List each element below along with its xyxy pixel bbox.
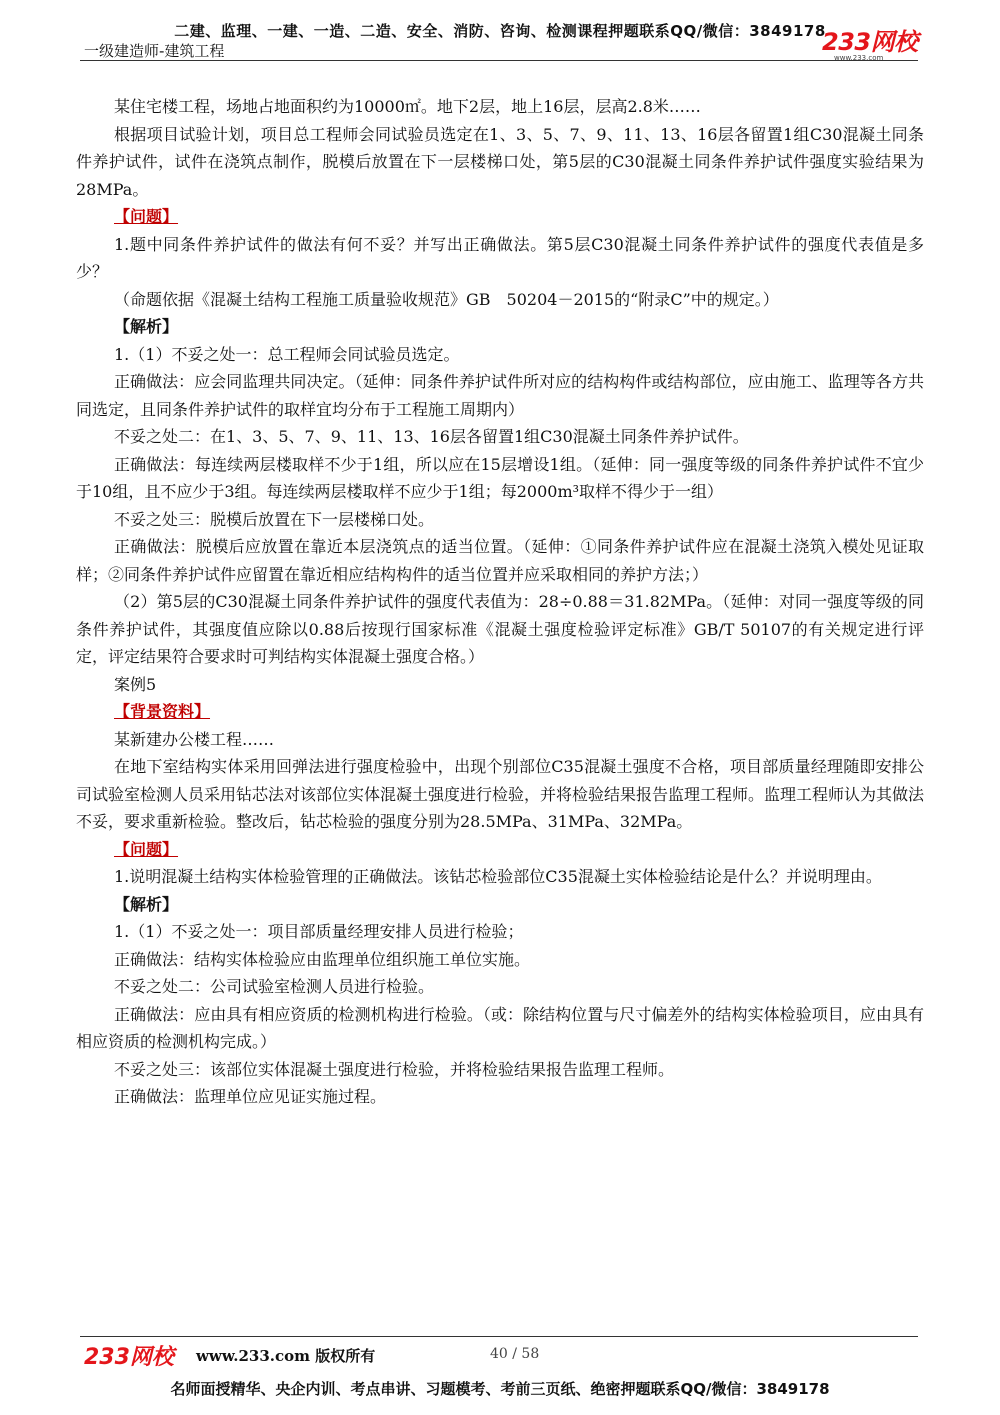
paragraph: 不妥之处二：在1、3、5、7、9、11、13、16层各留置1组C30混凝土同条件养护试件。 [114,427,749,446]
paragraph: 正确做法：监理单位应见证实施过程。 [114,1087,387,1106]
footer-logo: 233网校 [84,1345,174,1370]
logo-url: www.233.com [834,54,884,62]
analysis-heading: 【解析】 [114,317,179,336]
heading-label: 【背景资料】 [114,702,211,721]
paragraph: 正确做法：脱模后应放置在靠近本层浇筑点的适当位置。（延伸：①同条件养护试件应在混凝土浇筑入模处见证取样；②同条件养护试件应留置在靠近相应结构构件的适当位置并应采取相同的养护方法；） [76,537,924,584]
footer-copyright: www.233.com 版权所有 [196,1347,376,1365]
paragraph: 不妥之处三：该部位实体混凝土强度进行检验，并将检验结果报告监理工程师。 [114,1059,675,1079]
heading-label: 【问题】 [114,839,179,859]
page-content [76,93,924,1111]
paragraph: 不妥之处三：脱模后放置在下一层楼梯口处。 [114,509,435,529]
question-text: 1.题中同条件养护试件的做法有何不妥？并写出正确做法。第5层C30混凝土同条件养护试件的强度代表值是多少？ [76,234,924,281]
brand-logo [822,30,922,62]
analysis-heading: 【解析】 [114,894,179,914]
case-title: 案例5 [114,674,157,694]
bottom-banner: 名师面授精华、央企内训、考点串讲、习题模考、考前三页纸、绝密押题联系QQ/微信：3849178 [170,1380,830,1398]
top-banner: 二建、监理、一建、一造、二造、安全、消防、咨询、检测课程押题联系QQ/微信：3849178 [174,22,826,40]
background-heading [76,698,924,726]
page-number: 40 / 58 [490,1346,540,1362]
question-heading [76,836,924,864]
paragraph: 1.（1）不妥之处一：总工程师会同试验员选定。 [114,344,460,364]
paragraph: 正确做法：每连续两层楼取样不少于1组，所以应在15层增设1组。（延伸：同一强度等级的同条件养护试件不宜少于10组，且不应少于3组。每连续两层楼取样不应少于1组；每2000m³取样不得少于一组） [76,454,924,501]
paragraph: 1.（1）不妥之处一：项目部质量经理安排人员进行检验； [114,922,524,941]
paragraph: 正确做法：应由具有相应资质的检测机构进行检验。（或：除结构位置与尺寸偏差外的结构实体检验项目，应由具有相应资质的检测机构完成。） [76,1004,924,1051]
paragraph: 正确做法：应会同监理共同决定。（延伸：同条件养护试件所对应的结构构件或结构部位，应由施工、监理等各方共同选定，且同条件养护试件的取样宜均分布于工程施工周期内） [76,372,924,419]
header-rule [80,60,918,61]
question-text: 1.说明混凝土结构实体检验管理的正确做法。该钻芯检验部位C35混凝土实体检验结论是什么？并说明理由。 [114,867,882,886]
paragraph: 某新建办公楼工程…… [114,729,275,749]
paragraph: 不妥之处二：公司试验室检测人员进行检验。 [114,977,435,996]
footer-rule [80,1336,918,1337]
paragraph: 根据项目试验计划，项目总工程师会同试验员选定在1、3、5、7、9、11、13、16层各留置1组C30混凝土同条件养护试件，试件在浇筑点制作，脱模后放置在下一层楼梯口处，第5层的C30混凝土同条件养护试件强度实验结果为28MPa。 [76,124,924,199]
paragraph: 某住宅楼工程，场地占地面积约为10000㎡。地下2层，地上16层，层高2.8米…… [114,97,701,116]
question-heading [76,203,924,231]
paragraph: 在地下室结构实体采用回弹法进行强度检验中，出现个别部位C35混凝土强度不合格，项目部质量经理随即安排公司试验室检测人员采用钻芯法对该部位实体混凝土强度进行检验，并将检验结果报告监理工程师。监理工程师认为其做法不妥，要求重新检验。整改后，钻芯检验的强度分别为28.5MPa、31MPa、32MPa。 [76,757,925,831]
document-title: 一级建造师-建筑工程 [84,42,225,60]
question-note: （命题依据《混凝土结构工程施工质量验收规范》GB 50204－2015的“附录C”中的规定。） [114,289,779,309]
paragraph: （2）第5层的C30混凝土同条件养护试件的强度代表值为：28÷0.88＝31.82MPa。（延伸：对同一强度等级的同条件养护试件，其强度值应除以0.88后按现行国家标准《混凝土强度检验评定标准》GB/T 50107的有关规定进行评定，评定结果符合要求时可判结构实体混凝土强度合格。） [76,592,924,666]
heading-label: 【问题】 [114,207,179,226]
paragraph: 正确做法：结构实体检验应由监理单位组织施工单位实施。 [114,949,531,969]
logo-text: 233网校 [822,28,918,56]
